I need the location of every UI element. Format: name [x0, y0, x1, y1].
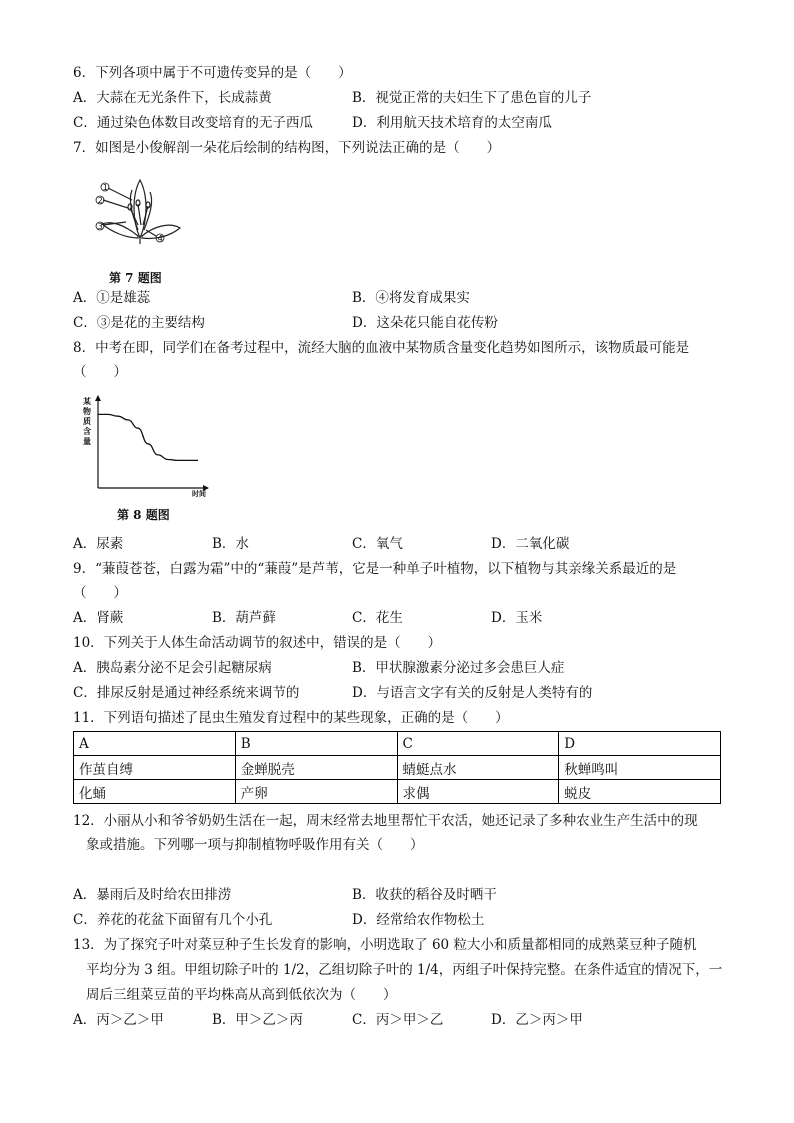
- x-axis-label: 时间: [192, 489, 206, 498]
- table-header-b: B: [235, 732, 397, 756]
- question-13-stem-line2: 平均分为 3 组。甲组切除子叶的 1/2，乙组切除子叶的 1/4，丙组子叶保持完整。在条件适宜的情况下，一: [86, 962, 723, 978]
- table-cell: 蜻蜓点水: [397, 756, 559, 780]
- q12-option-c: C．养花的花盆下面留有几个小孔: [73, 912, 273, 928]
- trend-curve: [98, 414, 198, 460]
- table-cell: 化蛹: [74, 780, 236, 804]
- question-10-stem: 10．下列关于人体生命活动调节的叙述中，错误的是（ ）: [73, 635, 442, 651]
- table-row: [74, 780, 721, 804]
- table-header-a: A: [74, 732, 236, 756]
- table-cell: 金蝉脱壳: [235, 756, 397, 780]
- question-6-stem: 6．下列各项中属于不可遗传变异的是（ ）: [73, 65, 352, 81]
- q10-option-d: D．与语言文字有关的反射是人类特有的: [352, 685, 593, 701]
- q8-option-a: A．尿素: [73, 536, 124, 552]
- q6-option-a: A．大蒜在无光条件下，长成蒜黄: [73, 90, 272, 106]
- flower-label-2: 2: [97, 195, 103, 205]
- q10-option-a: A．胰岛素分泌不足会引起糖尿病: [73, 660, 272, 676]
- y-axis-label-5: 量: [83, 436, 91, 446]
- q9-option-c: C．花生: [352, 610, 403, 626]
- y-axis-label-4: 含: [83, 426, 91, 436]
- q8-option-c: C．氧气: [352, 536, 403, 552]
- question-11-stem: 11．下列语句描述了昆虫生殖发育过程中的某些现象，正确的是（ ）: [73, 710, 509, 726]
- q7-option-c: C．③是花的主要结构: [73, 315, 205, 331]
- q8-option-d: D．二氧化碳: [491, 536, 570, 552]
- q11-options-table: [73, 731, 721, 804]
- y-axis-label-1: 某: [83, 396, 91, 406]
- q9-option-d: D．玉米: [491, 610, 543, 626]
- q6-option-c: C．通过染色体数目改变培育的无子西瓜: [73, 115, 313, 131]
- question-7-stem: 7．如图是小俊解剖一朵花后绘制的结构图，下列说法正确的是（ ）: [73, 140, 501, 156]
- question-12-stem-line2: 象或措施。下列哪一项与抑制植物呼吸作用有关（ ）: [86, 837, 424, 853]
- table-cell: 产卵: [235, 780, 397, 804]
- q13-option-a: A．丙＞乙＞甲: [73, 1012, 164, 1028]
- table-cell: 作茧自缚: [74, 756, 236, 780]
- q13-option-b: B．甲＞乙＞丙: [212, 1012, 303, 1028]
- q13-option-d: D．乙＞丙＞甲: [491, 1012, 583, 1028]
- question-13-stem-line1: 13．为了探究子叶对菜豆种子生长发育的影响，小明选取了 60 粒大小和质量都相同的成熟菜豆种子随机: [73, 937, 697, 953]
- table-row: [74, 732, 721, 756]
- flower-label-4: 4: [157, 233, 163, 243]
- flower-label-3: 3: [97, 221, 103, 231]
- y-axis-label-3: 质: [83, 416, 91, 426]
- table-cell: 蜕皮: [559, 780, 721, 804]
- q7-option-d: D．这朵花只能自花传粉: [352, 315, 498, 331]
- q10-option-c: C．排尿反射是通过神经系统来调节的: [73, 685, 300, 701]
- question-12-stem-line1: 12．小丽从小和爷爷奶奶生活在一起，周末经常去地里帮忙干农活，她还记录了多种农业生产生活中的现: [73, 813, 698, 829]
- table-cell: 求偶: [397, 780, 559, 804]
- table-header-d: D: [559, 732, 721, 756]
- q12-option-d: D．经常给农作物松土: [352, 912, 485, 928]
- flower-structure-figure: [88, 170, 188, 245]
- table-header-c: C: [397, 732, 559, 756]
- table-cell: 秋蝉鸣叫: [559, 756, 721, 780]
- question-8-blank: （ ）: [73, 364, 127, 380]
- q6-option-d: D．利用航天技术培育的太空南瓜: [352, 115, 552, 131]
- q13-option-c: C．丙＞甲＞乙: [352, 1012, 444, 1028]
- figure-8-caption: 第 8 题图: [117, 508, 170, 522]
- y-axis-label-2: 物: [83, 406, 91, 416]
- question-8-stem: 8．中考在即，同学们在备考过程中，流经大脑的血液中某物质含量变化趋势如图所示，该物质最可能是: [73, 340, 690, 356]
- question-9-blank: （ ）: [73, 585, 127, 601]
- figure-7-caption: 第 7 题图: [109, 271, 162, 285]
- substance-trend-chart: [80, 392, 220, 500]
- q6-option-b: B．视觉正常的夫妇生下了患色盲的儿子: [352, 90, 592, 106]
- flower-label-1: 1: [102, 182, 108, 192]
- q9-option-a: A．肾蕨: [73, 610, 124, 626]
- q7-option-b: B．④将发育成果实: [352, 290, 470, 306]
- table-row: [74, 756, 721, 780]
- q8-option-b: B．水: [212, 536, 249, 552]
- q12-option-b: B．收获的稻谷及时晒干: [352, 887, 497, 903]
- q10-option-b: B．甲状腺激素分泌过多会患巨人症: [352, 660, 565, 676]
- question-9-stem: 9．“蒹葭苍苍，白露为霜”中的“蒹葭”是芦苇，它是一种单子叶植物，以下植物与其亲缘关系最近的是: [73, 561, 677, 577]
- question-13-stem-line3: 周后三组菜豆苗的平均株高从高到低依次为（ ）: [86, 987, 397, 1003]
- q7-option-a: A．①是雄蕊: [73, 290, 151, 306]
- q12-option-a: A．暴雨后及时给农田排涝: [73, 887, 232, 903]
- q9-option-b: B．葫芦藓: [212, 610, 276, 626]
